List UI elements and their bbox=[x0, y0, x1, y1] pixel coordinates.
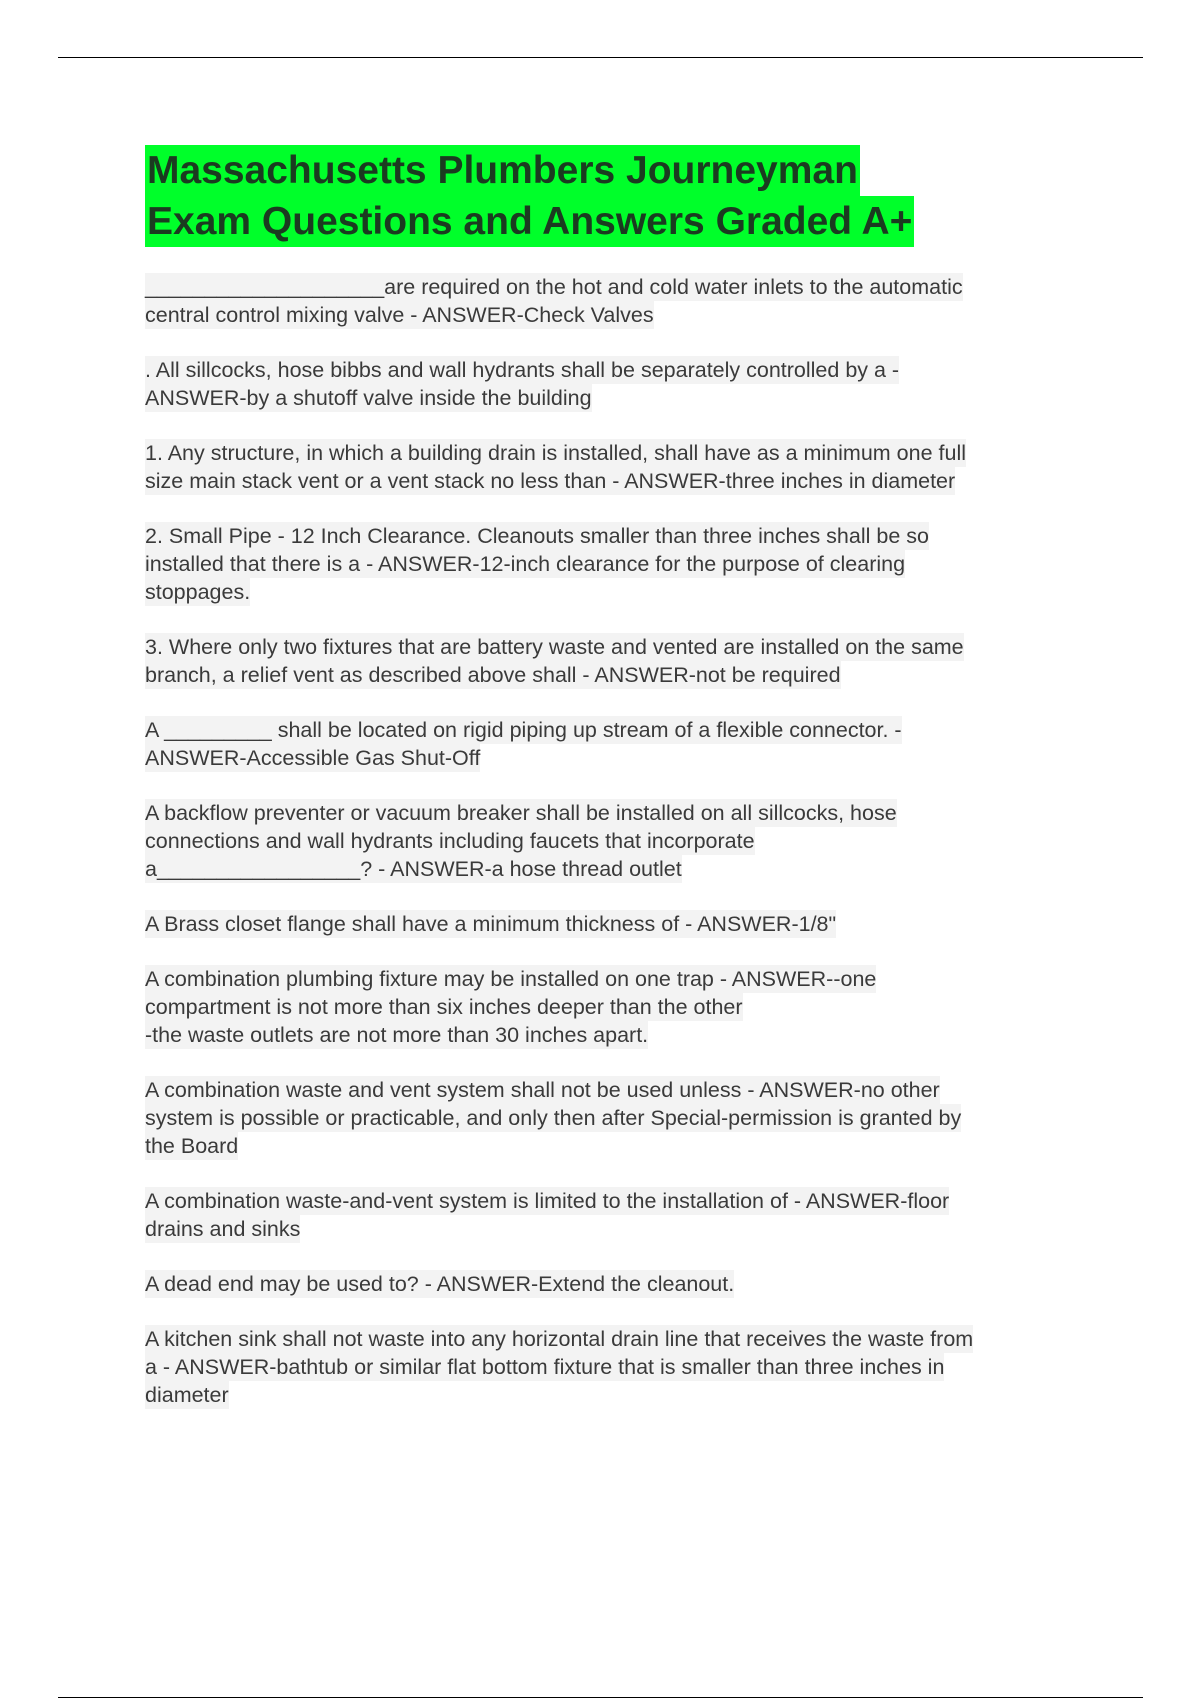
qa-line: 2. Small Pipe - 12 Inch Clearance. Cleanouts smaller than three inches shall be so bbox=[145, 524, 929, 548]
qa-entry bbox=[145, 716, 1085, 772]
qa-entry bbox=[145, 356, 1085, 412]
qa-line: A combination waste and vent system shall not be used unless - ANSWER-no other bbox=[145, 1078, 940, 1102]
qa-entry bbox=[145, 273, 1085, 329]
qa-entry bbox=[145, 965, 1085, 1049]
qa-line: branch, a relief vent as described above shall - ANSWER-not be required bbox=[145, 663, 841, 687]
qa-line: A kitchen sink shall not waste into any horizontal drain line that receives the waste from bbox=[145, 1327, 974, 1351]
qa-entry bbox=[145, 910, 1085, 938]
qa-entry bbox=[145, 1270, 1085, 1298]
qa-line: 3. Where only two fixtures that are battery waste and vented are installed on the same bbox=[145, 635, 964, 659]
qa-line: drains and sinks bbox=[145, 1217, 301, 1241]
qa-entry bbox=[145, 799, 1085, 883]
qa-list bbox=[145, 273, 1085, 1409]
qa-line: system is possible or practicable, and only then after Special-permission is granted by bbox=[145, 1106, 962, 1130]
document-title bbox=[145, 145, 1085, 247]
qa-line: -the waste outlets are not more than 30 inches apart. bbox=[145, 1023, 649, 1047]
qa-entry bbox=[145, 633, 1085, 689]
qa-entry bbox=[145, 1187, 1085, 1243]
qa-line: A _________ shall be located on rigid piping up stream of a flexible connector. - bbox=[145, 718, 902, 742]
qa-line: a_________________? - ANSWER-a hose thread outlet bbox=[145, 857, 682, 881]
qa-line: ____________________are required on the hot and cold water inlets to the automatic bbox=[145, 275, 963, 299]
qa-line: A dead end may be used to? - ANSWER-Extend the cleanout. bbox=[145, 1272, 735, 1296]
qa-line: ANSWER-Accessible Gas Shut-Off bbox=[145, 746, 481, 770]
document-body bbox=[145, 145, 1085, 1436]
qa-line: stoppages. bbox=[145, 580, 251, 604]
qa-entry bbox=[145, 1076, 1085, 1160]
qa-line: diameter bbox=[145, 1383, 229, 1407]
qa-line: installed that there is a - ANSWER-12-inch clearance for the purpose of clearing bbox=[145, 552, 906, 576]
qa-line: A combination plumbing fixture may be installed on one trap - ANSWER--one bbox=[145, 967, 877, 991]
qa-entry bbox=[145, 1325, 1085, 1409]
qa-line: connections and wall hydrants including faucets that incorporate bbox=[145, 829, 755, 853]
qa-line: 1. Any structure, in which a building drain is installed, shall have as a minimum one full bbox=[145, 441, 966, 465]
qa-line: . All sillcocks, hose bibbs and wall hydrants shall be separately controlled by a - bbox=[145, 358, 900, 382]
qa-line: compartment is not more than six inches deeper than the other bbox=[145, 995, 743, 1019]
qa-line: a - ANSWER-bathtub or similar flat bottom fixture that is smaller than three inches in bbox=[145, 1355, 945, 1379]
qa-line: the Board bbox=[145, 1134, 239, 1158]
qa-line: A combination waste-and-vent system is limited to the installation of - ANSWER-floor bbox=[145, 1189, 950, 1213]
qa-line: ANSWER-by a shutoff valve inside the building bbox=[145, 386, 592, 410]
qa-entry bbox=[145, 522, 1085, 606]
footer-rule bbox=[58, 1697, 1143, 1698]
qa-line: central control mixing valve - ANSWER-Check Valves bbox=[145, 303, 654, 327]
qa-line: A Brass closet flange shall have a minimum thickness of - ANSWER-1/8" bbox=[145, 912, 837, 936]
qa-line: size main stack vent or a vent stack no less than - ANSWER-three inches in diameter bbox=[145, 469, 956, 493]
title-line: Exam Questions and Answers Graded A+ bbox=[145, 196, 914, 247]
header-rule bbox=[58, 57, 1143, 58]
title-line: Massachusetts Plumbers Journeyman bbox=[145, 145, 860, 196]
qa-line: A backflow preventer or vacuum breaker shall be installed on all sillcocks, hose bbox=[145, 801, 897, 825]
qa-entry bbox=[145, 439, 1085, 495]
